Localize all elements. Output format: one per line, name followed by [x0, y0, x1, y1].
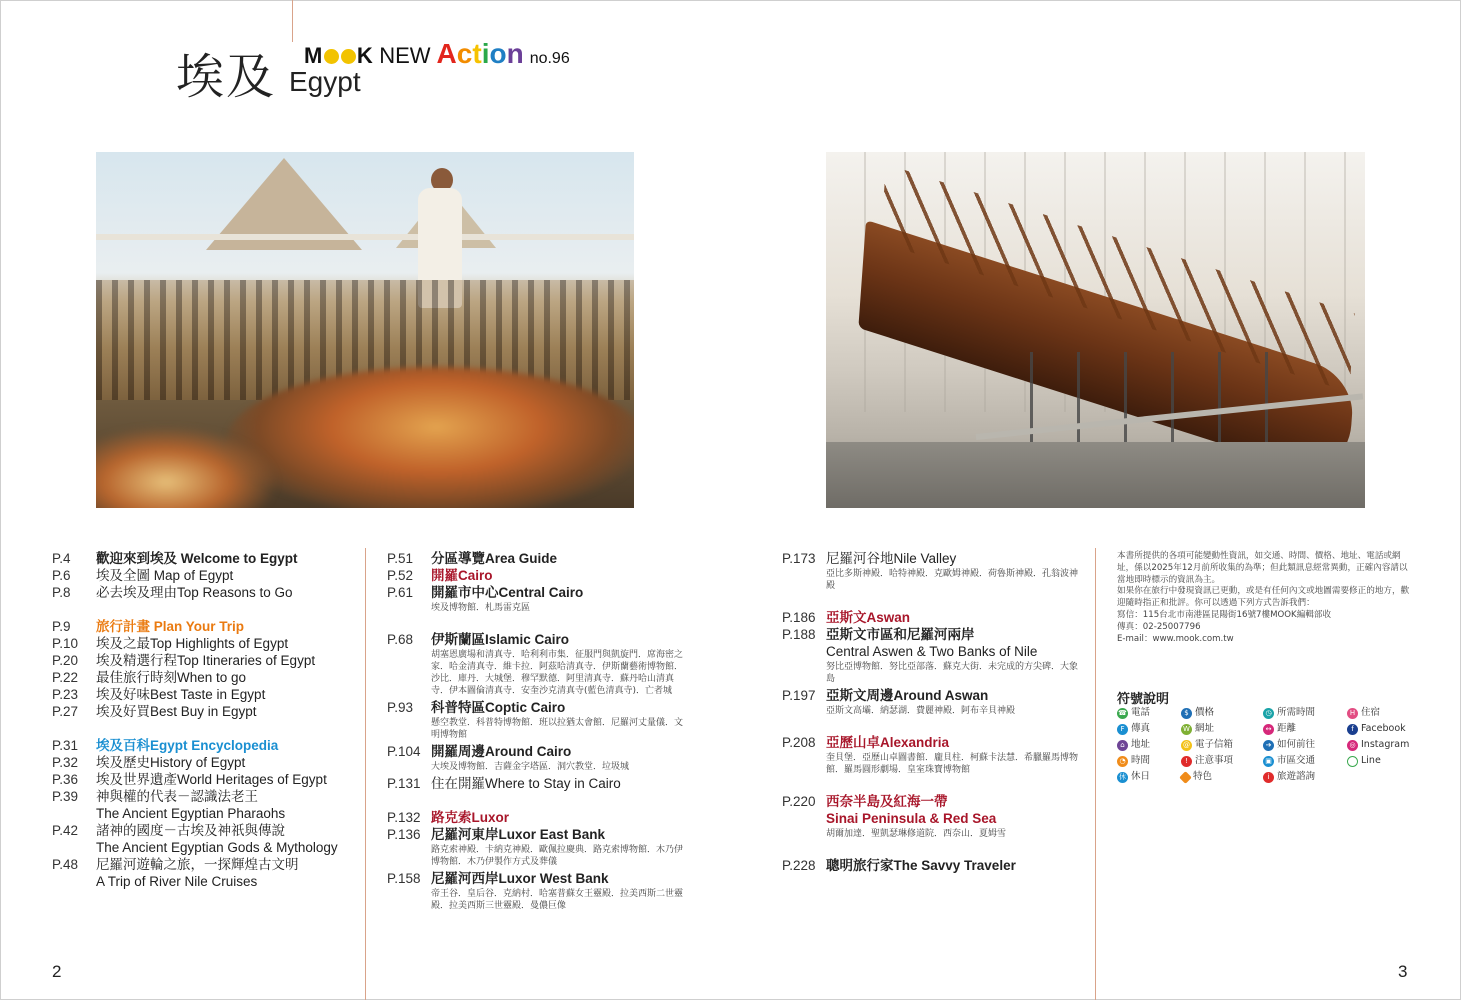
warning-icon: ! [1181, 756, 1192, 767]
page-title-english: Egypt [289, 66, 361, 97]
disclaimer-notice: 本書所提供的各項可能變動性資訊，如交通、時間、價格、地址、電話或網址，係以2025年12月前所收集的為準；但此類訊息經常異動，正確內容請以當地即時標示的資訊為主。 如果你在旅行中發現資訊已更動，或是有任何內文或地圖需要修正的地方，歡迎隨時指正和批評。你可以透過下列方式告訴我們： 寫信：115台北市南港區昆陽街16號7樓MOOK編輯部收 傳真：02-25007796 E-mail：www.mook.com.tw [1117, 551, 1410, 644]
fax-icon: F [1117, 724, 1128, 735]
toc-entry[interactable]: P.23 埃及好味Best Taste in Egypt [52, 687, 266, 702]
legend-item: F 傳真 [1117, 723, 1181, 735]
instagram-icon: ◎ [1347, 740, 1358, 751]
legend-item: H 住宿 [1347, 707, 1417, 719]
phone-icon: ☎ [1118, 708, 1127, 717]
closed-day-icon: 休 [1119, 772, 1126, 781]
toc-region-aswan[interactable]: P.186 亞斯文Aswan [782, 610, 911, 625]
page-title-chinese: 埃及 [176, 49, 277, 105]
legend-item: ↔ 距離 [1263, 723, 1347, 735]
terrace-railing [96, 234, 634, 240]
facebook-icon: f [1347, 724, 1358, 735]
brand-logo [304, 38, 570, 70]
legend-item: ◎ Instagram [1347, 739, 1417, 751]
mook-logo: M K [304, 43, 374, 68]
toc-entry[interactable]: P.32 埃及歷史History of Egypt [52, 755, 246, 770]
toc-entry[interactable]: P.104 開羅周邊Around Cairo 大埃及博物館．吉薩金字塔區．洞穴教堂．垃圾城 [387, 744, 630, 772]
toc-entry[interactable]: P.36 埃及世界遺產World Heritages of Egypt [52, 772, 327, 787]
legend-item: ➔ 如何前往 [1263, 739, 1347, 751]
distance-icon: ↔ [1263, 724, 1274, 735]
legend-item: W 網址 [1181, 723, 1263, 735]
toc-column-2 [387, 550, 685, 912]
column-divider [365, 548, 366, 1000]
toc-entry[interactable]: P.22 最佳旅行時刻When to go [52, 670, 247, 685]
toc-entry[interactable]: P.39 神與權的代表－認識法老王 The Ancient Egyptian Pharaohs [52, 789, 286, 821]
legend-title: 符號說明 [1117, 692, 1170, 707]
directions-icon: ➔ [1263, 740, 1274, 751]
legend-item: 休 休日 [1119, 771, 1151, 782]
toc-section-plan-your-trip[interactable]: P.9 旅行計畫 Plan Your Trip [52, 619, 245, 634]
toc-entry[interactable]: P.6 埃及全圖 Map of Egypt [52, 568, 234, 583]
food-platter [226, 367, 634, 508]
address-icon: ⌂ [1117, 740, 1128, 751]
time-icon: ◔ [1117, 756, 1128, 767]
page-number-right: 3 [1398, 962, 1408, 981]
line-icon [1347, 756, 1358, 767]
photo-giza-rooftop-dining [96, 152, 634, 508]
toc-entry[interactable]: P.158 尼羅河西岸Luxor West Bank 帝王谷．皇后谷．克納村．哈塞普蘇女王靈殿．拉美西斯二世靈殿．拉美西斯三世靈殿．曼儂巨像 [387, 871, 684, 911]
toc-entry[interactable]: P.10 埃及之最Top Highlights of Egypt [52, 636, 289, 651]
toc-entry[interactable]: P.93 科普特區Coptic Cairo 懸空教堂．科普特博物館．班以拉猶太會館．尼羅河丈量儀．文明博物館 [387, 700, 684, 740]
toc-entry[interactable]: P.8 必去埃及理由Top Reasons to Go [52, 585, 293, 600]
header-rule [292, 0, 293, 42]
mook-smiley-icon [324, 49, 339, 64]
legend-item: ⌂ 地址 [1117, 739, 1181, 751]
museum-walkway [826, 442, 1365, 508]
toc-region-sinai[interactable]: P.220 西奈半島及紅海一帶 Sinai Peninsula & Red Sea 胡爾加達．聖凱瑟琳修道院．西奈山．夏姆雪 [782, 794, 1007, 839]
series-action-label: Action [436, 38, 524, 69]
email-icon: @ [1183, 740, 1190, 749]
toc-entry[interactable]: P.20 埃及精選行程Top Itineraries of Egypt [52, 653, 316, 668]
price-icon: $ [1181, 708, 1192, 719]
hotel-icon: H [1347, 708, 1358, 719]
web-icon: W [1181, 724, 1192, 735]
toc-section-area-guide[interactable]: P.51 分區導覽Area Guide [387, 551, 558, 566]
legend-item: ◔ 時間 [1117, 755, 1181, 767]
legend-item: ▣ 市區交通 [1263, 755, 1347, 767]
symbol-legend [1117, 707, 1417, 783]
legend-item: $ 價格 [1181, 707, 1263, 719]
legend-item: ☎ 電話 [1118, 707, 1151, 718]
legend-item: @ 電子信箱 [1183, 739, 1234, 750]
toc-entry[interactable]: P.68 伊斯蘭區Islamic Cairo 胡塞恩廣場和清真寺．哈利利市集．征服門與凱旋門．席海密之家．哈金清真寺．維卡拉．阿茲哈清真寺．伊斯蘭藝術博物館．沙比．庫丹．大城堡．穆罕默德．阿里清真寺．蘇丹哈山清真寺．伊本圖倫清真寺．安奎沙克清真寺(藍色清真寺)．亡者城 [387, 632, 684, 696]
feature-icon [1179, 771, 1192, 784]
toc-column-1 [52, 550, 357, 890]
toc-column-3 [782, 550, 1082, 874]
toc-region-luxor[interactable]: P.132 路克索Luxor [387, 810, 510, 825]
toc-entry[interactable]: P.42 諸神的國度－古埃及神祇與傳說 The Ancient Egyptian Gods & Mythology [52, 823, 338, 855]
duration-icon: ◷ [1263, 708, 1274, 719]
legend-item: i 旅遊諮詢 [1263, 771, 1347, 783]
toc-region-cairo[interactable]: P.52 開羅Cairo [387, 568, 493, 583]
column-divider [1095, 548, 1096, 1000]
toc-section-encyclopedia[interactable]: P.31 埃及百科Egypt Encyclopedia [52, 738, 279, 753]
toc-entry[interactable]: P.27 埃及好買Best Buy in Egypt [52, 704, 257, 719]
toc-entry[interactable]: P.4 歡迎來到埃及 Welcome to Egypt [52, 551, 298, 566]
info-icon: i [1263, 772, 1274, 783]
toc-region-alexandria[interactable]: P.208 亞歷山卓Alexandria 奎貝堡．亞歷山卓圖書館．龐貝柱．柯蘇卡法慧．希臘羅馬博物館．羅馬圓形劇場．皇室珠寶博物館 [782, 735, 1079, 775]
transit-icon: ▣ [1263, 756, 1274, 767]
toc-entry[interactable]: P.61 開羅市中心Central Cairo 埃及博物館．札馬雷克區 [387, 585, 584, 613]
toc-section-savvy-traveler[interactable]: P.228 聰明旅行家The Savvy Traveler [782, 858, 1016, 873]
toc-entry[interactable]: P.197 亞斯文周邊Around Aswan 亞斯文高壩．納瑟湖．費麗神殿．阿布辛貝神殿 [782, 688, 1016, 716]
toc-entry[interactable]: P.48 尼羅河遊輪之旅，一探輝煌古文明 A Trip of River Nile Cruises [52, 857, 299, 889]
legend-item: ◷ 所需時間 [1263, 707, 1347, 719]
page-number-left: 2 [52, 962, 62, 981]
toc-entry[interactable]: P.136 尼羅河東岸Luxor East Bank 路克索神殿．卡納克神殿．歐佩拉慶典．路克索博物館．木乃伊博物館．木乃伊製作方式及葬儀 [387, 827, 684, 867]
issue-number: no.96 [529, 50, 570, 67]
legend-item: ! 注意事項 [1181, 755, 1263, 767]
legend-item: f Facebook [1347, 723, 1417, 735]
legend-item: Line [1347, 755, 1417, 767]
photo-solar-boat-museum [826, 152, 1365, 508]
toc-entry[interactable]: P.131 住在開羅Where to Stay in Cairo [387, 776, 621, 791]
toc-entry[interactable]: P.173 尼羅河谷地Nile Valley 亞比多斯神殿．哈特神殿．克歐姆神殿．荷魯斯神殿．孔翁波神殿 [782, 551, 1079, 591]
toc-entry[interactable]: P.188 亞斯文市區和尼羅河兩岸 Central Aswen & Two Banks of Nile 努比亞博物館．努比亞部落．蘇克大街．未完成的方尖碑．大象島 [782, 627, 1079, 684]
mook-smiley-icon [341, 49, 356, 64]
series-new-label: NEW [379, 43, 431, 68]
legend-item: 特色 [1181, 771, 1263, 783]
